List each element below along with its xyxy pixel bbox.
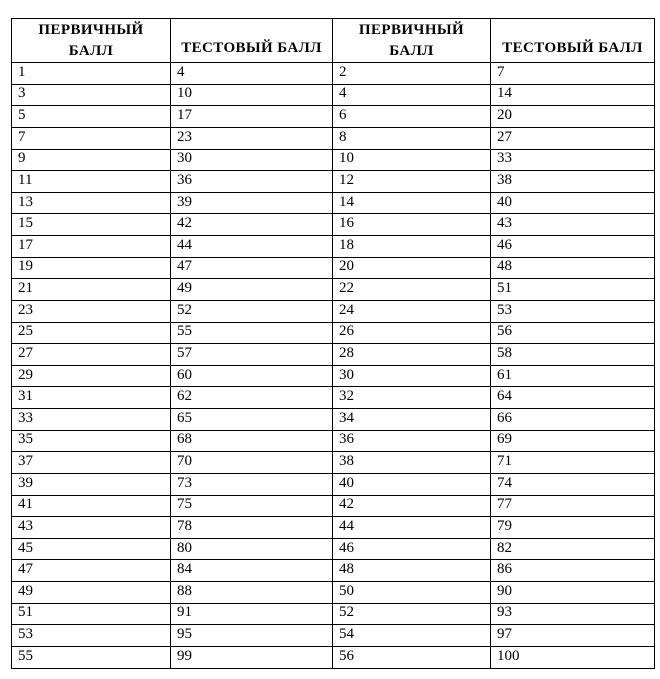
cell-test-score: 71 xyxy=(491,452,655,474)
cell-test-score: 64 xyxy=(491,387,655,409)
table-row xyxy=(12,192,655,214)
table-row xyxy=(12,344,655,366)
cell-primary-score: 46 xyxy=(333,538,491,560)
cell-primary-score: 34 xyxy=(333,409,491,431)
cell-test-score: 77 xyxy=(491,495,655,517)
cell-primary-score: 22 xyxy=(333,279,491,301)
cell-test-score: 38 xyxy=(491,171,655,193)
cell-test-score: 68 xyxy=(171,430,333,452)
cell-primary-score: 32 xyxy=(333,387,491,409)
cell-test-score: 53 xyxy=(491,300,655,322)
header-primary-line1: ПЕРВИЧНЫЙ xyxy=(38,21,144,38)
cell-test-score: 58 xyxy=(491,344,655,366)
cell-test-score: 14 xyxy=(491,84,655,106)
table-row xyxy=(12,603,655,625)
cell-test-score: 43 xyxy=(491,214,655,236)
header-primary-score-1 xyxy=(12,19,171,63)
cell-primary-score: 42 xyxy=(333,495,491,517)
cell-test-score: 73 xyxy=(171,473,333,495)
cell-test-score: 44 xyxy=(171,236,333,258)
cell-primary-score: 26 xyxy=(333,322,491,344)
header-primary-line2: БАЛЛ xyxy=(389,42,434,59)
cell-primary-score: 44 xyxy=(333,517,491,539)
cell-test-score: 75 xyxy=(171,495,333,517)
cell-test-score: 20 xyxy=(491,106,655,128)
cell-primary-score: 28 xyxy=(333,344,491,366)
cell-primary-score: 38 xyxy=(333,452,491,474)
cell-test-score: 57 xyxy=(171,344,333,366)
cell-primary-score: 17 xyxy=(12,236,171,258)
cell-primary-score: 24 xyxy=(333,300,491,322)
table-row xyxy=(12,322,655,344)
cell-test-score: 52 xyxy=(171,300,333,322)
cell-primary-score: 11 xyxy=(12,171,171,193)
cell-primary-score: 29 xyxy=(12,365,171,387)
cell-primary-score: 49 xyxy=(12,582,171,604)
table-row xyxy=(12,63,655,85)
table-row xyxy=(12,214,655,236)
table-row xyxy=(12,365,655,387)
table-row xyxy=(12,409,655,431)
table-row xyxy=(12,473,655,495)
cell-test-score: 4 xyxy=(171,63,333,85)
cell-test-score: 36 xyxy=(171,171,333,193)
cell-test-score: 74 xyxy=(491,473,655,495)
cell-test-score: 66 xyxy=(491,409,655,431)
cell-primary-score: 23 xyxy=(12,300,171,322)
table-row xyxy=(12,625,655,647)
cell-test-score: 27 xyxy=(491,127,655,149)
cell-primary-score: 19 xyxy=(12,257,171,279)
cell-primary-score: 53 xyxy=(12,625,171,647)
cell-test-score: 62 xyxy=(171,387,333,409)
table-row xyxy=(12,495,655,517)
table-row xyxy=(12,582,655,604)
cell-primary-score: 33 xyxy=(12,409,171,431)
cell-test-score: 17 xyxy=(171,106,333,128)
table-row xyxy=(12,430,655,452)
cell-primary-score: 13 xyxy=(12,192,171,214)
cell-primary-score: 16 xyxy=(333,214,491,236)
cell-primary-score: 51 xyxy=(12,603,171,625)
cell-primary-score: 7 xyxy=(12,127,171,149)
table-row xyxy=(12,149,655,171)
cell-primary-score: 1 xyxy=(12,63,171,85)
cell-primary-score: 5 xyxy=(12,106,171,128)
cell-primary-score: 20 xyxy=(333,257,491,279)
score-conversion-table xyxy=(11,18,655,669)
cell-primary-score: 9 xyxy=(12,149,171,171)
cell-primary-score: 25 xyxy=(12,322,171,344)
table-row xyxy=(12,127,655,149)
cell-primary-score: 55 xyxy=(12,646,171,668)
cell-test-score: 69 xyxy=(491,430,655,452)
cell-test-score: 78 xyxy=(171,517,333,539)
cell-primary-score: 31 xyxy=(12,387,171,409)
cell-test-score: 49 xyxy=(171,279,333,301)
table-row xyxy=(12,236,655,258)
cell-primary-score: 27 xyxy=(12,344,171,366)
cell-test-score: 79 xyxy=(491,517,655,539)
header-test-score-1: ТЕСТОВЫЙ БАЛЛ xyxy=(171,19,333,63)
table-body xyxy=(12,63,655,669)
cell-primary-score: 40 xyxy=(333,473,491,495)
table-row xyxy=(12,560,655,582)
cell-test-score: 100 xyxy=(491,646,655,668)
table-row xyxy=(12,257,655,279)
header-test-score-2: ТЕСТОВЫЙ БАЛЛ xyxy=(491,19,655,63)
table-row xyxy=(12,646,655,668)
cell-test-score: 42 xyxy=(171,214,333,236)
table-row xyxy=(12,106,655,128)
cell-primary-score: 10 xyxy=(333,149,491,171)
table-row xyxy=(12,300,655,322)
cell-test-score: 56 xyxy=(491,322,655,344)
cell-test-score: 47 xyxy=(171,257,333,279)
cell-test-score: 39 xyxy=(171,192,333,214)
cell-primary-score: 2 xyxy=(333,63,491,85)
cell-test-score: 61 xyxy=(491,365,655,387)
header-primary-line1: ПЕРВИЧНЫЙ xyxy=(358,21,465,38)
cell-test-score: 46 xyxy=(491,236,655,258)
cell-test-score: 97 xyxy=(491,625,655,647)
cell-primary-score: 37 xyxy=(12,452,171,474)
cell-primary-score: 45 xyxy=(12,538,171,560)
cell-test-score: 90 xyxy=(491,582,655,604)
cell-primary-score: 8 xyxy=(333,127,491,149)
cell-test-score: 88 xyxy=(171,582,333,604)
table-row xyxy=(12,452,655,474)
cell-primary-score: 41 xyxy=(12,495,171,517)
cell-test-score: 70 xyxy=(171,452,333,474)
cell-test-score: 80 xyxy=(171,538,333,560)
header-primary-score-2 xyxy=(333,19,491,63)
table-row xyxy=(12,171,655,193)
cell-primary-score: 39 xyxy=(12,473,171,495)
cell-primary-score: 6 xyxy=(333,106,491,128)
table-row xyxy=(12,84,655,106)
cell-primary-score: 4 xyxy=(333,84,491,106)
cell-primary-score: 43 xyxy=(12,517,171,539)
cell-primary-score: 3 xyxy=(12,84,171,106)
cell-test-score: 93 xyxy=(491,603,655,625)
cell-primary-score: 48 xyxy=(333,560,491,582)
cell-test-score: 95 xyxy=(171,625,333,647)
table-row xyxy=(12,279,655,301)
header-row xyxy=(12,19,655,63)
cell-test-score: 33 xyxy=(491,149,655,171)
cell-primary-score: 50 xyxy=(333,582,491,604)
cell-test-score: 65 xyxy=(171,409,333,431)
cell-primary-score: 21 xyxy=(12,279,171,301)
table-header xyxy=(12,19,655,63)
cell-primary-score: 18 xyxy=(333,236,491,258)
cell-primary-score: 47 xyxy=(12,560,171,582)
cell-test-score: 99 xyxy=(171,646,333,668)
header-primary-line2: БАЛЛ xyxy=(68,42,114,59)
cell-test-score: 40 xyxy=(491,192,655,214)
cell-test-score: 82 xyxy=(491,538,655,560)
cell-primary-score: 52 xyxy=(333,603,491,625)
cell-test-score: 30 xyxy=(171,149,333,171)
cell-test-score: 48 xyxy=(491,257,655,279)
cell-test-score: 86 xyxy=(491,560,655,582)
cell-primary-score: 12 xyxy=(333,171,491,193)
cell-primary-score: 35 xyxy=(12,430,171,452)
table-row xyxy=(12,387,655,409)
cell-primary-score: 30 xyxy=(333,365,491,387)
cell-test-score: 7 xyxy=(491,63,655,85)
cell-primary-score: 56 xyxy=(333,646,491,668)
table-row xyxy=(12,538,655,560)
cell-test-score: 23 xyxy=(171,127,333,149)
cell-primary-score: 54 xyxy=(333,625,491,647)
cell-test-score: 60 xyxy=(171,365,333,387)
cell-primary-score: 15 xyxy=(12,214,171,236)
cell-test-score: 91 xyxy=(171,603,333,625)
cell-test-score: 55 xyxy=(171,322,333,344)
cell-test-score: 51 xyxy=(491,279,655,301)
cell-test-score: 84 xyxy=(171,560,333,582)
cell-test-score: 10 xyxy=(171,84,333,106)
cell-primary-score: 36 xyxy=(333,430,491,452)
table-row xyxy=(12,517,655,539)
cell-primary-score: 14 xyxy=(333,192,491,214)
